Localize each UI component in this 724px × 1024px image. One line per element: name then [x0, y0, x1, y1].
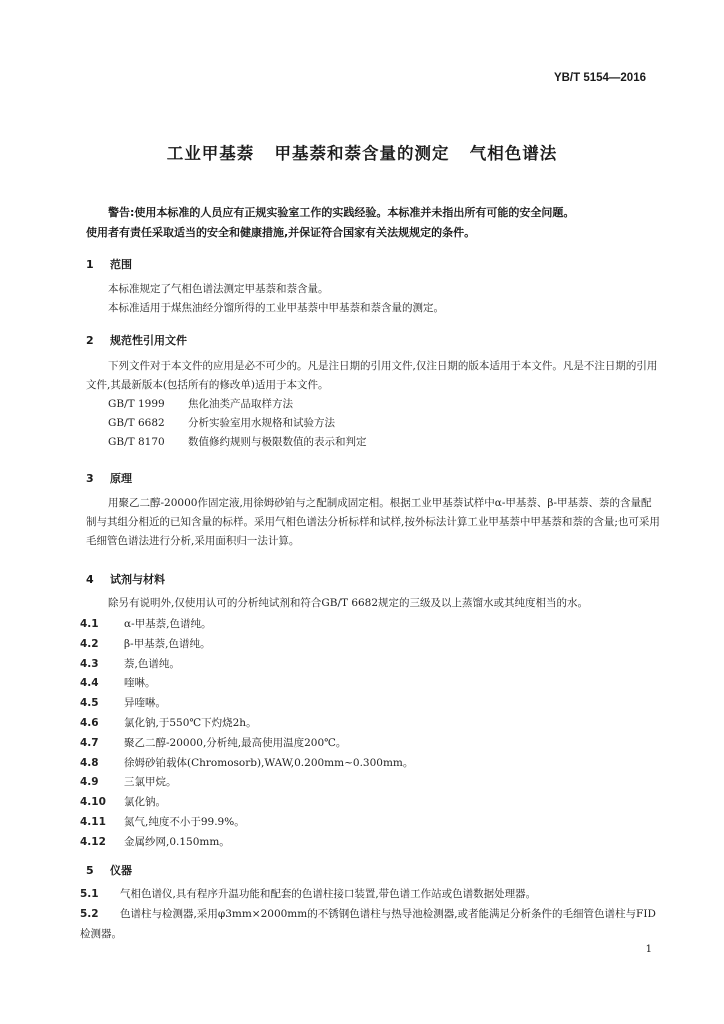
- page-number: 1: [645, 944, 652, 955]
- reference-code: GB/T 1999: [108, 398, 165, 410]
- warning-block: [86, 203, 664, 243]
- section-title: 范围: [110, 258, 132, 271]
- item-number: 4.2: [80, 637, 99, 650]
- principle-body: [86, 494, 662, 551]
- list-item: [80, 714, 660, 734]
- reference-title: 分析实验室用水规格和试验方法: [188, 417, 335, 429]
- reference-title: 焦化油类产品取样方法: [188, 398, 293, 410]
- list-item: [80, 833, 660, 853]
- reagents-intro: [86, 594, 662, 613]
- list-item: [80, 655, 660, 675]
- item-number: 4.7: [80, 736, 99, 749]
- normative-body: [86, 357, 662, 452]
- section-heading-reagents: [86, 571, 165, 587]
- item-number: 4.6: [80, 716, 99, 729]
- list-item: [80, 694, 660, 714]
- normative-reference: [86, 395, 662, 414]
- item-text: 氯化钠。: [124, 796, 166, 809]
- item-number: 4.12: [80, 835, 106, 848]
- section-title: 规范性引用文件: [110, 334, 187, 347]
- item-number: 4.3: [80, 657, 99, 670]
- list-item: [80, 813, 660, 833]
- scope-body: [86, 280, 662, 318]
- list-item: [80, 793, 660, 813]
- warning-line-2: 使用者有责任采取适当的安全和健康措施,并保证符合国家有关法规规定的条件。: [86, 226, 476, 239]
- item-text: 金属纱网,0.150mm。: [124, 835, 230, 848]
- section-heading-principle: [86, 470, 132, 486]
- section-number: 2: [86, 334, 94, 347]
- item-text: 氯化钠,于550℃下灼烧2h。: [124, 716, 257, 729]
- item-text: 喹啉。: [124, 677, 156, 690]
- section-heading-scope: [86, 256, 132, 272]
- section-title: 原理: [110, 472, 132, 485]
- list-item: [80, 754, 660, 774]
- scope-paragraph: 本标准适用于煤焦油经分馏所得的工业甲基萘中甲基萘和萘含量的测定。: [108, 302, 444, 314]
- reagent-list: [80, 615, 660, 853]
- principle-text: 用聚乙二醇-20000作固定液,用徐姆砂铂与之配制成固定相。根据工业甲基萘试样中α-甲基萘、β-甲基萘、萘的含量配制与其组分相近的已知含量的标样。采用气相色谱法分析标样和试样,按外标法计算工业甲基萘中甲基萘和萘的含量;也可采用毛细管色谱法进行分析,采用面积归一法计算。: [86, 497, 660, 547]
- item-number: 4.1: [80, 618, 99, 630]
- warning-line-1: 警告:使用本标准的人员应有正规实验室工作的实践经验。本标准并未指出所有可能的安全问题。: [108, 206, 575, 219]
- list-item: [80, 773, 660, 793]
- item-text: 异喹啉。: [124, 697, 166, 710]
- item-text: 聚乙二醇-20000,分析纯,最高使用温度200℃。: [124, 736, 347, 749]
- normative-reference: [86, 414, 662, 433]
- reference-title: 数值修约规则与极限数值的表示和判定: [188, 436, 367, 448]
- reference-code: GB/T 6682: [108, 417, 165, 429]
- list-item: [80, 635, 660, 655]
- scope-paragraph: 本标准规定了气相色谱法测定甲基萘和萘含量。: [108, 283, 329, 295]
- list-item: [80, 904, 662, 944]
- item-number: 5.2: [80, 908, 99, 920]
- section-title: 试剂与材料: [110, 573, 165, 586]
- section-number: 4: [86, 573, 94, 586]
- item-text: α-甲基萘,色谱纯。: [124, 618, 212, 630]
- item-text: 氮气,纯度不小于99.9%。: [124, 815, 245, 828]
- section-number: 1: [86, 258, 94, 271]
- item-text: 徐姆砂铂载体(Chromosorb),WAW,0.200mm~0.300mm。: [124, 756, 414, 769]
- item-text: 三氯甲烷。: [124, 776, 177, 789]
- item-number: 4.11: [80, 815, 106, 828]
- item-number: 4.4: [80, 677, 99, 690]
- reagents-intro-text: 除另有说明外,仅使用认可的分析纯试剂和符合GB/T 6682规定的三级及以上蒸馏水或其纯度相当的水。: [108, 597, 589, 609]
- section-title: 仪器: [110, 864, 132, 877]
- item-number: 5.1: [80, 888, 99, 900]
- list-item: [80, 884, 662, 904]
- item-text: β-甲基萘,色谱纯。: [124, 637, 211, 650]
- normative-intro: 下列文件对于本文件的应用是必不可少的。凡是注日期的引用文件,仅注日期的版本适用于本文件。凡是不注日期的引用文件,其最新版本(包括所有的修改单)适用于本文件。: [86, 360, 658, 391]
- item-number: 4.9: [80, 776, 99, 789]
- item-number: 4.10: [80, 796, 106, 809]
- reference-code: GB/T 8170: [108, 436, 165, 448]
- list-item: [80, 674, 660, 694]
- list-item: [80, 615, 660, 635]
- instrument-list: [80, 884, 662, 944]
- section-number: 5: [86, 864, 94, 877]
- section-heading-instruments: [86, 862, 132, 878]
- list-item: [80, 734, 660, 754]
- section-number: 3: [86, 472, 94, 485]
- section-heading-normative: [86, 332, 187, 348]
- normative-reference: [86, 433, 662, 452]
- item-number: 4.5: [80, 697, 99, 710]
- item-text: 色谱柱与检测器,采用φ3mm×2000mm的不锈钢色谱柱与热导池检测器,或者能满足分析条件的毛细管色谱柱与FID检测器。: [80, 908, 656, 940]
- document-title: 工业甲基萘 甲基萘和萘含量的测定 气相色谱法: [166, 144, 558, 163]
- item-number: 4.8: [80, 756, 99, 769]
- item-text: 萘,色谱纯。: [124, 657, 180, 670]
- standard-code: YB/T 5154—2016: [553, 72, 646, 84]
- item-text: 气相色谱仪,具有程序升温功能和配套的色谱柱接口装置,带色谱工作站或色谱数据处理器。: [120, 888, 537, 900]
